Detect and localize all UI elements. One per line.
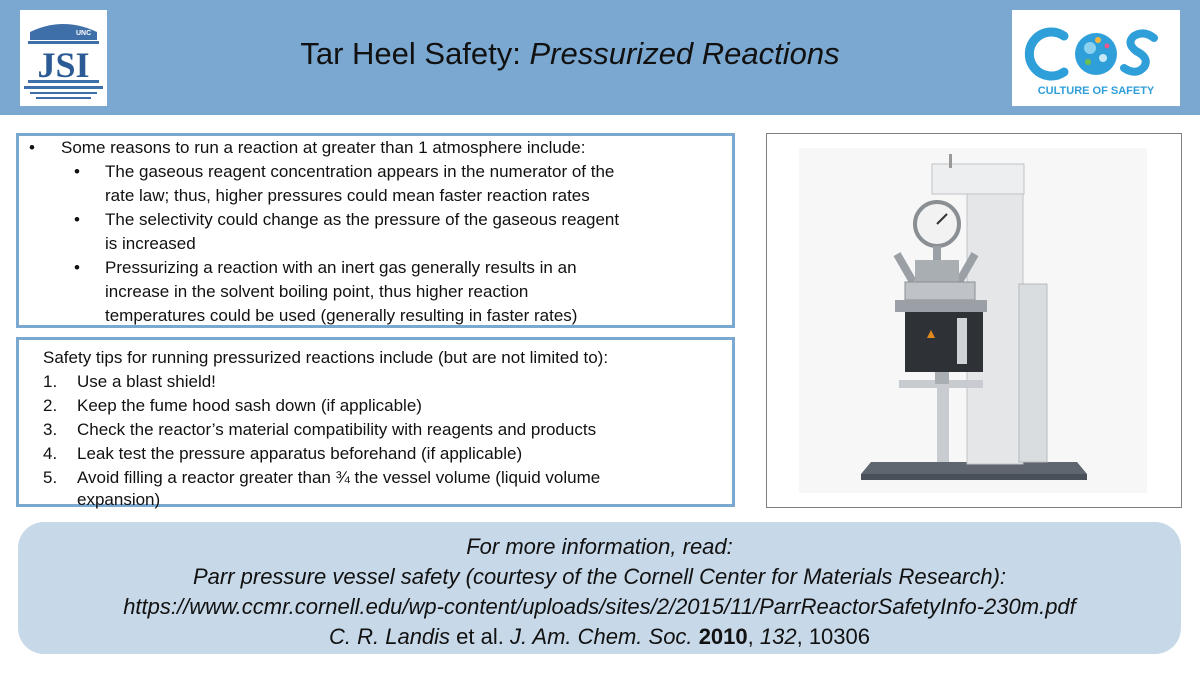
more-info-heading: For more information, read: xyxy=(466,534,733,559)
parr-url-link[interactable]: https://www.ccmr.cornell.edu/wp-content/uploads/sites/2/2015/11/ParrReactorSafetyInfo-230m.pdf xyxy=(123,594,1076,619)
citation-volume: 132 xyxy=(759,624,797,649)
reason-2-line-2: is increased xyxy=(105,234,196,253)
citation-sep: , xyxy=(747,624,760,649)
citation xyxy=(18,624,1181,650)
pressure-reactor-illustration xyxy=(767,134,1181,507)
tip-number: 2. xyxy=(43,396,58,415)
tip-number: 4. xyxy=(43,444,58,463)
reason-1-line-1: The gaseous reagent concentration appears in the numerator of the xyxy=(105,162,615,181)
sub-bullet-dot: • xyxy=(74,258,80,277)
sub-bullet-dot: • xyxy=(74,210,80,229)
page-title xyxy=(0,36,1140,72)
reason-1-line-2: rate law; thus, higher pressures could mean faster reaction rates xyxy=(105,186,590,205)
citation-page: , 10306 xyxy=(796,624,870,649)
citation-etal: et al. xyxy=(450,624,510,649)
tips-box xyxy=(16,337,735,507)
citation-authors: C. R. Landis xyxy=(329,624,451,649)
jsi-logo-text: JSI xyxy=(37,45,90,85)
tip-5-text-line-1: Avoid filling a reactor greater than ¾ the vessel volume (liquid volume xyxy=(77,468,601,487)
cos-tagline: CULTURE OF SAFETY xyxy=(1037,85,1155,97)
tip-4-text: Leak test the pressure apparatus beforehand (if applicable) xyxy=(77,444,523,463)
tip-number: 5. xyxy=(43,468,58,487)
tip-2-text: Keep the fume hood sash down (if applicable) xyxy=(77,396,422,415)
reason-3-line-2: increase in the solvent boiling point, thus higher reaction xyxy=(105,282,529,301)
tip-3-text: Check the reactor’s material compatibility with reagents and products xyxy=(77,420,597,439)
tip-number: 1. xyxy=(43,372,58,391)
citation-year: 2010 xyxy=(698,624,748,649)
reactor-image xyxy=(766,133,1182,508)
reason-2-line-1: The selectivity could change as the pressure of the gaseous reagent xyxy=(105,210,620,229)
tip-1-text: Use a blast shield! xyxy=(77,372,216,391)
reasons-intro: Some reasons to run a reaction at greater than 1 atmosphere include: xyxy=(61,138,586,157)
bullet-dot: • xyxy=(29,138,35,157)
more-info-panel xyxy=(18,522,1181,654)
title-italic: Pressurized Reactions xyxy=(529,36,840,71)
tip-number: 3. xyxy=(43,420,58,439)
jsi-logo-badge: UNC xyxy=(76,30,92,37)
sub-bullet-dot: • xyxy=(74,162,80,181)
reason-3-line-1: Pressurizing a reaction with an inert gas generally results in an xyxy=(105,258,577,277)
title-plain: Tar Heel Safety: xyxy=(300,36,530,71)
reason-3-line-3: temperatures could be used (generally resulting in faster rates) xyxy=(105,306,578,325)
tips-intro: Safety tips for running pressurized reactions include (but are not limited to): xyxy=(43,348,609,367)
tip-5-text-line-2: expansion) xyxy=(77,490,161,509)
reasons-box xyxy=(16,133,735,328)
cos-logo xyxy=(1012,10,1180,106)
parr-reference: Parr pressure vessel safety (courtesy of the Cornell Center for Materials Research): xyxy=(192,564,1007,589)
header-banner xyxy=(0,0,1200,115)
citation-journal: J. Am. Chem. Soc. xyxy=(509,624,693,649)
